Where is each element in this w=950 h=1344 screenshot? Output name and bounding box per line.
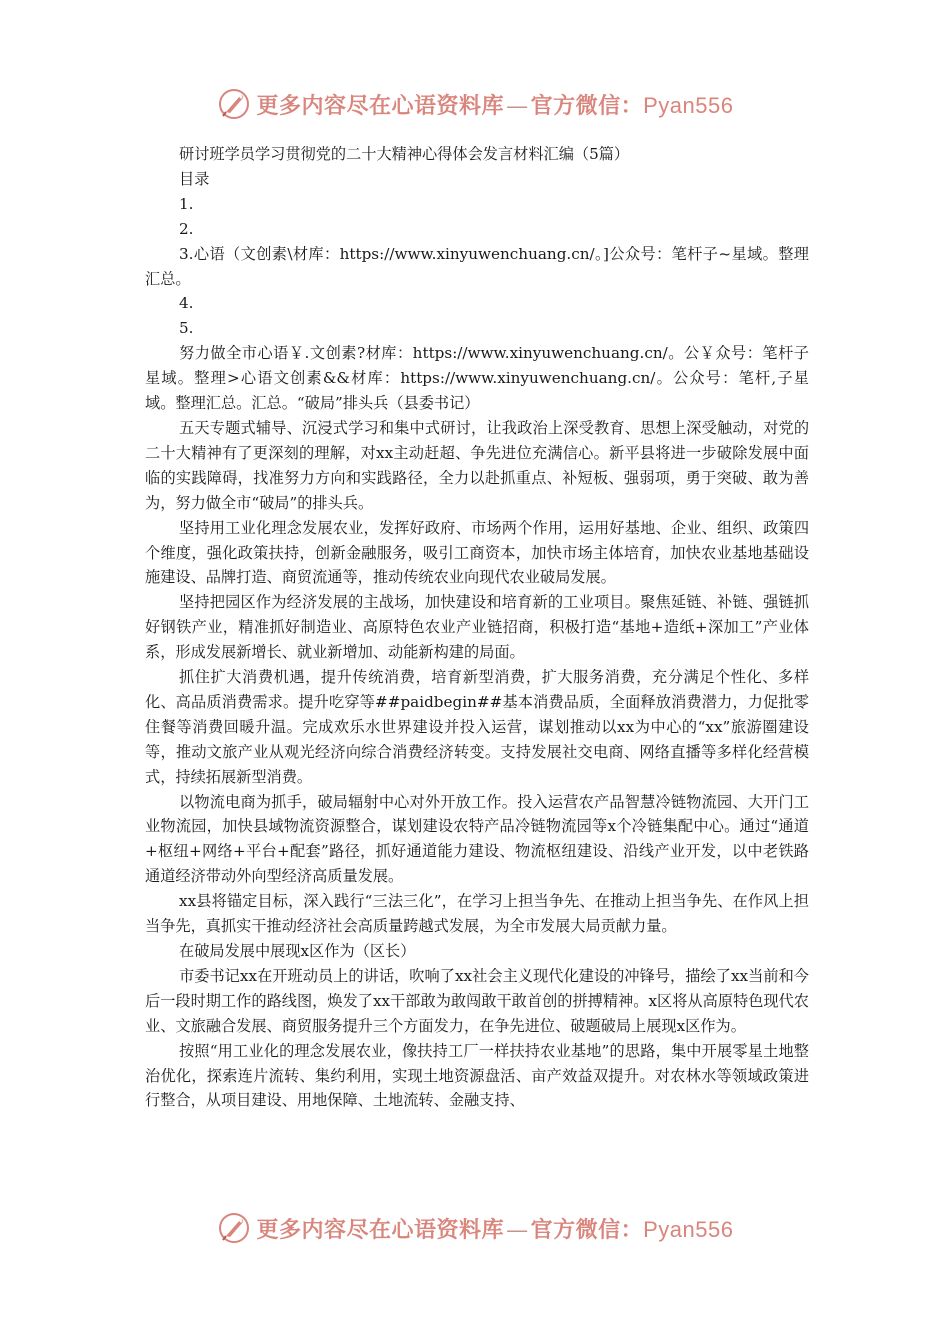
body-paragraph: 按照“用工业化的理念发展农业，像扶持工厂一样扶持农业基地”的思路，集中开展零星土地整治优化，探索连片流转、集约利用，实现土地资源盘活、亩产效益双提升。对农林水等领域政策进行整合，从项目建设、用地保障、土地流转、金融支持、: [145, 1041, 809, 1110]
body-paragraph: xx县将锚定目标，深入践行“三法三化”，在学习上担当争先、在推动上担当争先、在作风上担当争先，真抓实干推动经济社会高质量跨越式发展，为全市发展大局贡献力量。: [145, 892, 809, 936]
section-heading: 在破局发展中展现x区作为（区长）: [179, 942, 416, 960]
body-paragraph: 五天专题式辅导、沉浸式学习和集中式研讨，让我政治上深受教育、思想上深受触动，对党的二十大精神有了更深刻的理解，对xx主动赶超、争先进位充满信心。新平县将进一步破除发展中面临的实践障碍，找准努力方向和实践路径，全力以赴抓重点、补短板、强弱项，勇于突破、敢为善为，努力做全市“破局”的排头兵。: [145, 418, 809, 512]
body-paragraph: 市委书记xx在开班动员上的讲话，吹响了xx社会主义现代化建设的冲锋号，描绘了xx当前和今后一段时期工作的路线图，焕发了xx干部敢为敢闯敢干敢首创的拼搏精神。x区将从高原特色现代农业、文旅融合发展、商贸服务提升三个方面发力，在争先进位、破题破局上展现x区作为。: [145, 966, 809, 1035]
toc-item: 5.: [179, 319, 194, 338]
footer-banner: [0, 1208, 950, 1248]
toc-item: 3.心语（文创素\材库：https://www.xinyuwenchuang.cn/。]公众号：笔杆子~星域。整理汇总。: [145, 244, 809, 288]
toc-item: 2.: [179, 219, 194, 238]
header-banner: [0, 84, 950, 124]
document-body: [145, 142, 809, 1113]
quill-logo-icon: [217, 1211, 251, 1245]
document-title: 研讨班学员学习贯彻党的二十大精神心得体会发言材料汇编（5篇）: [179, 145, 630, 163]
banner-text: 更多内容尽在心语资料库—官方微信：Pyan556: [256, 92, 734, 119]
toc-item: 1.: [179, 194, 194, 213]
toc-heading: 目录: [179, 169, 210, 188]
banner-text: 更多内容尽在心语资料库—官方微信：Pyan556: [256, 1216, 734, 1243]
body-paragraph: 抓住扩大消费机遇，提升传统消费，培育新型消费，扩大服务消费，充分满足个性化、多样化、高品质消费需求。提升吃穿等##paidbegin##基本消费品质，全面释放消费潜力，力促批零住餐等消费回暖升温。完成欢乐水世界建设并投入运营，谋划推动以xx为中心的“xx”旅游圈建设等，推动文旅产业从观光经济向综合消费经济转变。支持发展社交电商、网络直播等多样化经营模式，持续拓展新型消费。: [145, 668, 809, 786]
body-paragraph: 坚持用工业化理念发展农业，发挥好政府、市场两个作用，运用好基地、企业、组织、政策四个维度，强化政策扶持，创新金融服务，吸引工商资本，加快市场主体培育，加快农业基地基础设施建设、品牌打造、商贸流通等，推动传统农业向现代农业破局发展。: [145, 518, 809, 587]
toc-item: 4.: [179, 294, 194, 313]
body-paragraph: 坚持把园区作为经济发展的主战场，加快建设和培育新的工业项目。聚焦延链、补链、强链抓好钢铁产业，精准抓好制造业、高原特色农业产业链招商，积极打造“基地+造纸+深加工”产业体系，形成发展新增长、就业新增加、动能新构建的局面。: [145, 593, 809, 662]
quill-logo-icon: [217, 87, 251, 121]
section-heading-paragraph: 努力做全市心语￥.文创素?材库：https://www.xinyuwenchuang.cn/。公￥众号：笔杆子星域。整理>心语文创素&&材库：https://www.xinyuwenchuang.cn/。公众号：笔杆,子星域。整理汇总。汇总。“破局”排头兵（县委书记）: [145, 344, 809, 413]
body-paragraph: 以物流电商为抓手，破局辐射中心对外开放工作。投入运营农产品智慧冷链物流园、大开门工业物流园，加快县域物流资源整合，谋划建设农特产品冷链物流园等x个冷链集配中心。通过“通道+枢纽+网络+平台+配套”路径，抓好通道能力建设、物流枢纽建设、沿线产业开发，以中老铁路通道经济带动外向型经济高质量发展。: [145, 792, 809, 886]
